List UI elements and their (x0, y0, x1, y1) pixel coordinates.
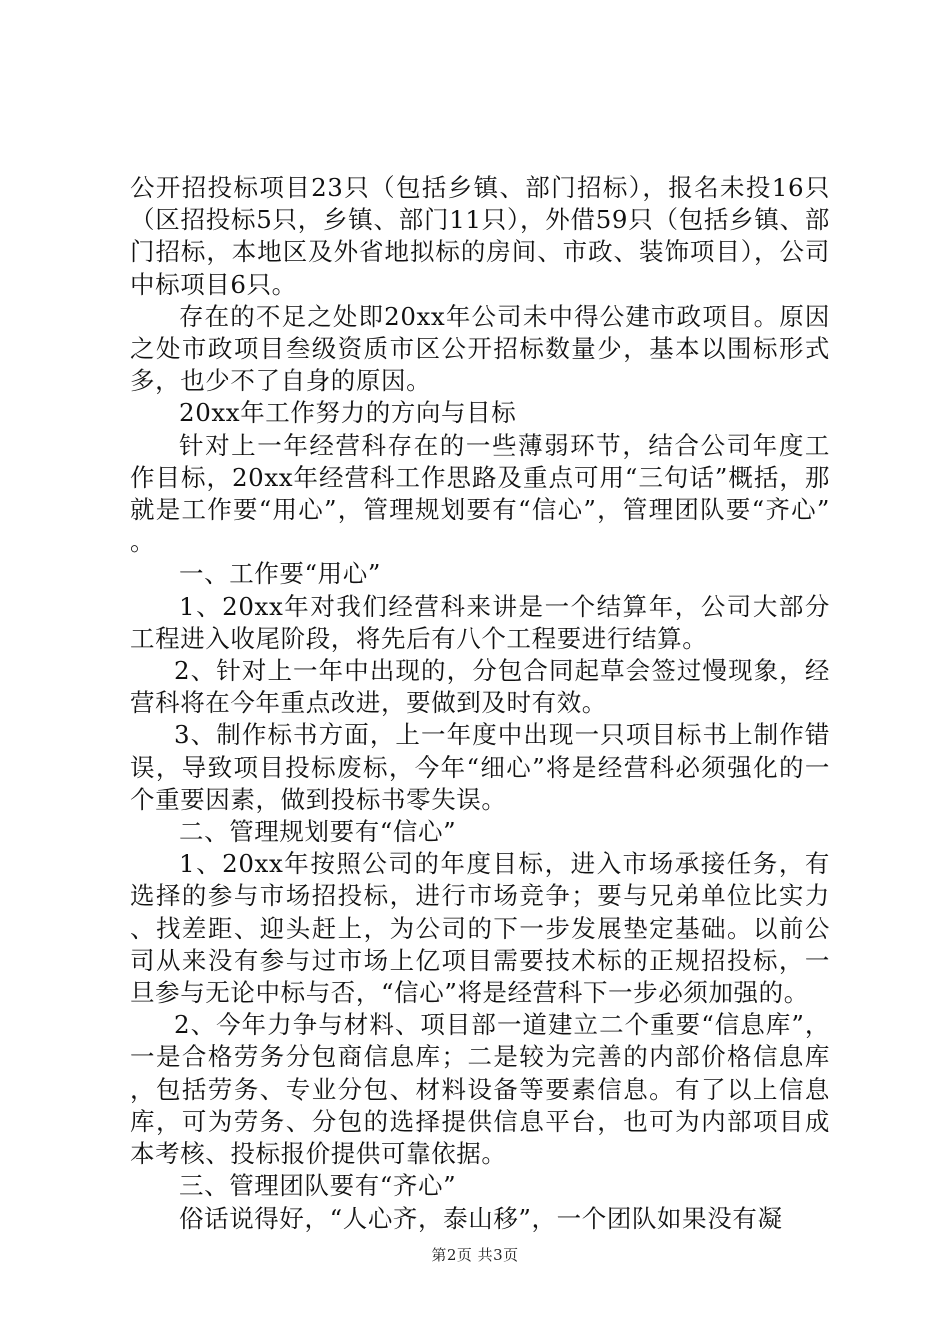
paragraph-shortcomings: 存在的不足之处即20xx年公司未中得公建市政项目。原因之处市政项目叁级资质市区公开招标数量少，基本以围标形式多，也少不了自身的原因。 (130, 301, 830, 396)
paragraph-item-market-bidding: 1、20xx年按照公司的年度目标，进入市场承接任务，有选择的参与市场招投标，进行市场竞争；要与兄弟单位比实力、找差距、迎头赶上，为公司的下一步发展垫定基础。以前公司从来没有参与过市场上亿项目需要技术标的正规招投标，一旦参与无论中标与否，“信心”将是经营科下一步必须加强的。 (130, 849, 830, 1008)
page-footer-page-number: 第2页 共3页 (431, 1246, 519, 1264)
section-heading-work-attentive: 一、工作要“用心” (179, 559, 381, 589)
section-heading-confidence: 二、管理规划要有“信心” (179, 817, 457, 847)
paragraph-proverb: 俗话说得好，“人心齐，泰山移”，一个团队如果没有凝 (179, 1203, 783, 1233)
section-heading-direction-goals: 20xx年工作努力的方向与目标 (179, 398, 517, 428)
paragraph-item-info-database: 2、今年力争与材料、项目部一道建立二个重要“信息库”，一是合格劳务分包商信息库；二是较为完善的内部价格信息库，包括劳务、专业分包、材料设备等要素信息。有了以上信息库，可为劳务、分包的选择提供信息平台，也可为内部项目成本考核、投标报价提供可靠依据。 (130, 1010, 830, 1169)
paragraph-item-tender-docs: 3、制作标书方面，上一年度中出现一只项目标书上制作错误，导致项目投标废标，今年“细心”将是经营科必须强化的一个重要因素，做到投标书零失误。 (130, 720, 830, 814)
paragraph-bid-statistics: 公开招投标项目23只（包括乡镇、部门招标），报名未投16只（区招投标5只，乡镇、部门11只），外借59只（包括乡镇、部门招标，本地区及外省地拟标的房间、市政、装饰项目），公司中标项目6只。 (130, 173, 830, 299)
section-heading-team-unity: 三、管理团队要有“齐心” (179, 1171, 457, 1201)
paragraph-item-subcontract: 2、针对上一年中出现的，分包合同起草会签过慢现象，经营科将在今年重点改进，要做到及时有效。 (130, 656, 830, 718)
paragraph-item-settlement-year: 1、20xx年对我们经营科来讲是一个结算年，公司大部分工程进入收尾阶段，将先后有八个工程要进行结算。 (130, 591, 830, 653)
paragraph-three-sentences: 针对上一年经营科存在的一些薄弱环节，结合公司年度工作目标，20xx年经营科工作思路及重点可用“三句话”概括，那就是工作要“用心”，管理规划要有“信心”，管理团队要“齐心”。 (130, 430, 830, 557)
document-body (130, 172, 830, 1235)
